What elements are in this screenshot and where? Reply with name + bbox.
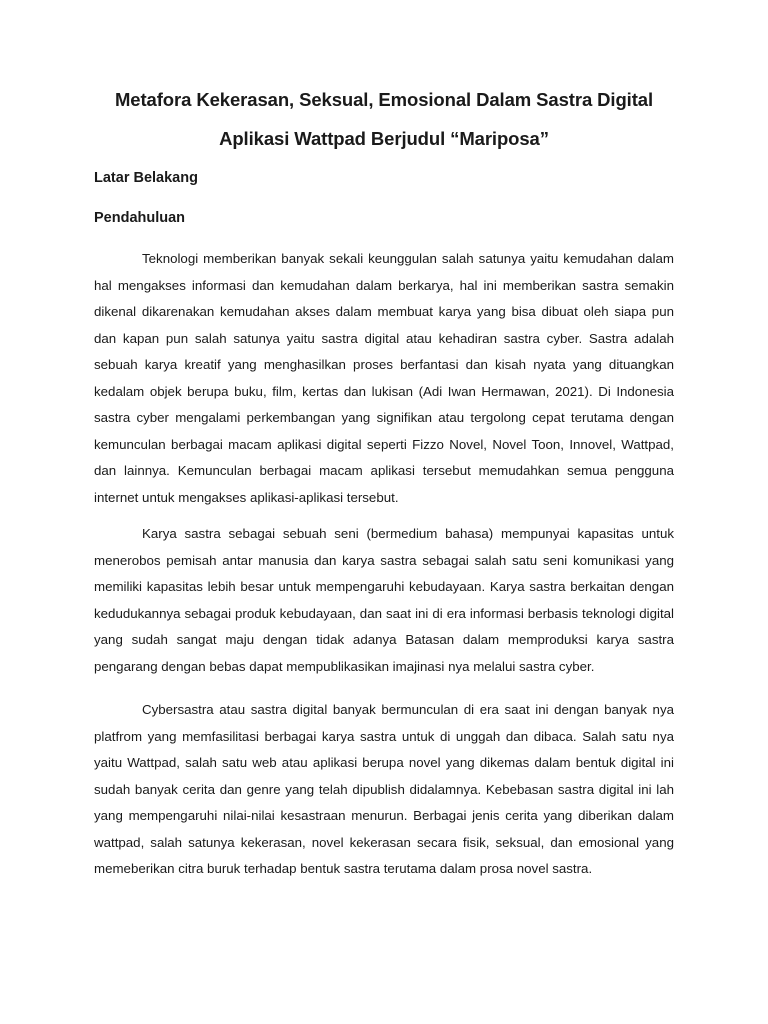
- section-heading-pendahuluan: Pendahuluan: [94, 210, 186, 226]
- paragraph-3: Cybersastra atau sastra digital banyak bermunculan di era saat ini dengan banyak nya platfrom yang memfasilitasi berbagai karya sastra untuk di unggah dan dibaca. Salah satu nya yaitu Wattpad, salah satu web atau aplikasi berupa novel yang dikemas dalam bentuk digital ini sudah banyak cerita dan genre yang telah dipublish didalamnya. Kebebasan sastra digital ini lah yang mempengaruhi nilai-nilai kesastraan menurun. Berbagai jenis cerita yang diberikan dalam wattpad, salah satunya kekerasan, novel kekerasan secara fisik, seksual, dan emosional yang memeberikan citra buruk terhadap bentuk sastra terutama dalam prosa novel sastra.: [94, 702, 674, 876]
- document-title-line-2: Aplikasi Wattpad Berjudul “Mariposa”: [219, 128, 549, 149]
- paragraph-2: Karya sastra sebagai sebuah seni (bermedium bahasa) mempunyai kapasitas untuk menerobos pemisah antar manusia dan karya sastra sebagai salah satu seni komunikasi yang memiliki kapasitas lebih besar untuk mempengaruhi kebudayaan. Karya sastra berkaitan dengan kedudukannya sebagai produk kebudayaan, dan saat ini di era informasi berbasis teknologi digital yang sudah sangat maju dengan tidak adanya Batasan dalam memproduksi karya sastra pengarang dengan bebas dapat mempublikasikan imajinasi nya melalui sastra cyber.: [94, 526, 674, 674]
- document-title-line-1: Metafora Kekerasan, Seksual, Emosional Dalam Sastra Digital: [114, 89, 654, 110]
- section-heading-latar-belakang: Latar Belakang: [94, 170, 198, 186]
- paragraph-1: Teknologi memberikan banyak sekali keunggulan salah satunya yaitu kemudahan dalam hal mengakses informasi dan kemudahan dalam berkarya, hal ini memberikan sastra semakin dikenal dikarenakan kemudahan akses dalam membuat karya yang bisa dibuat oleh siapa pun dan kapan pun salah satunya yaitu sastra digital atau kehadiran sastra cyber. Sastra adalah sebuah karya kreatif yang menghasilkan proses berfantasi dan kisah nyata yang dituangkan kedalam objek berupa buku, film, kertas dan lukisan (Adi Iwan Hermawan, 2021). Di Indonesia sastra cyber mengalami perkembangan yang signifikan atau tergolong cepat terutama dengan kemunculan berbagai macam aplikasi digital seperti Fizzo Novel, Novel Toon, Innovel, Wattpad, dan lainnya. Kemunculan berbagai macam aplikasi tersebut memudahkan semua pengguna internet untuk mengakses aplikasi-aplikasi tersebut.: [94, 251, 674, 505]
